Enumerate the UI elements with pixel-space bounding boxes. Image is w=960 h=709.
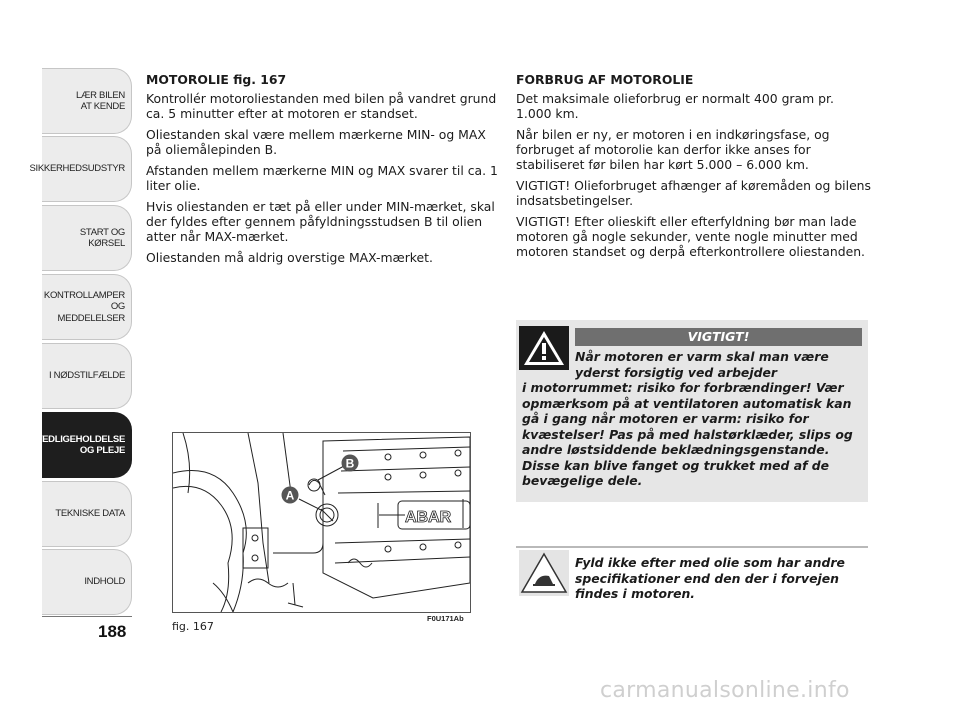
right-column: [516, 72, 871, 265]
warning-triangle-icon: [519, 326, 569, 370]
note-divider: [516, 546, 868, 548]
tab-kontrollamper[interactable]: KONTROLLAMPER OG MEDDELELSER: [42, 274, 132, 340]
callout-b: B: [345, 456, 355, 471]
section-heading-motorolie: MOTOROLIE fig. 167: [146, 72, 287, 87]
warning-text-top: Når motoren er varm skal man være yderst forsigtig ved arbejder: [575, 349, 829, 380]
tab-indhold[interactable]: INDHOLD: [42, 549, 132, 615]
paragraph: VIGTIGT! Olieforbruget afhænger af køremåden og bilens indsatsbetingelser.: [516, 178, 871, 208]
warning-banner: VIGTIGT!: [575, 328, 862, 346]
tab-start-og-korsel[interactable]: START OG KØRSEL: [42, 205, 132, 271]
paragraph: Oliestanden skal være mellem mærkerne MIN- og MAX på oliemålepinden B.: [146, 127, 486, 157]
brand-text: ABAR: [405, 509, 452, 526]
callout-a: A: [285, 488, 295, 503]
tab-i-nodstilfaelde[interactable]: I NØDSTILFÆLDE: [42, 343, 132, 409]
environment-note-icon: [519, 550, 569, 596]
paragraph: Det maksimale olieforbrug er normalt 400 gram pr. 1.000 km.: [516, 91, 834, 121]
paragraph: Oliestanden må aldrig overstige MAX-mærket.: [146, 250, 433, 265]
tab-vedligeholdelse[interactable]: VEDLIGEHOLDELSE OG PLEJE: [42, 412, 132, 478]
paragraph: Afstanden mellem mærkerne MIN og MAX svarer til ca. 1 liter olie.: [146, 163, 498, 193]
engine-bay-illustration: [173, 433, 470, 612]
left-column: [146, 72, 501, 271]
paragraph: Hvis oliestanden er tæt på eller under MIN-mærket, skal der fyldes efter gennem påfyldningsstudsen B til olien atter når MAX-mærket.: [146, 199, 495, 244]
watermark: carmanualsonline.info: [600, 678, 850, 703]
paragraph: Når bilen er ny, er motoren i en indkøringsfase, og forbruget af motorolie kan derfor ikke anses for stabiliseret før bilen har kørt 5.000 – 6.000 km.: [516, 127, 830, 172]
engine-bay-figure: [172, 432, 471, 613]
page-number-rule: [42, 616, 132, 617]
tab-tekniske-data[interactable]: TEKNISKE DATA: [42, 481, 132, 547]
figure-code: F0U171Ab: [427, 614, 464, 623]
paragraph: Kontrollér motoroliestanden med bilen på vandret grund ca. 5 minutter efter at motoren er standset.: [146, 91, 497, 121]
paragraph: VIGTIGT! Efter olieskift eller efterfyldning bør man lade motoren gå nogle sekunder, vente nogle minutter med motoren standset og derpå efterkontrollere oliestanden.: [516, 214, 865, 259]
figure-caption: fig. 167: [172, 620, 214, 633]
tab-sikkerhedsudstyr[interactable]: SIKKERHEDSUDSTYR: [42, 136, 132, 202]
note-text: Fyld ikke efter med olie som har andre specifikationer end den der i forvejen findes i motoren.: [575, 555, 845, 601]
tab-laer-bilen[interactable]: LÆR BILEN AT KENDE: [42, 68, 132, 134]
warning-text-bottom: i motorrummet: risiko for forbrændinger! Vær opmærksom på at ventilatoren automatisk kan gå i gang når motoren er varm: risiko for kvæstelser! Pas på med halstørklæder, slips og andre løstsiddende beklædningsgenstande. Disse kan blive fanget og trukket med af de bevægelige dele.: [522, 380, 853, 488]
section-heading-forbrug: FORBRUG AF MOTOROLIE: [516, 72, 694, 87]
page-number: 188: [98, 622, 127, 641]
